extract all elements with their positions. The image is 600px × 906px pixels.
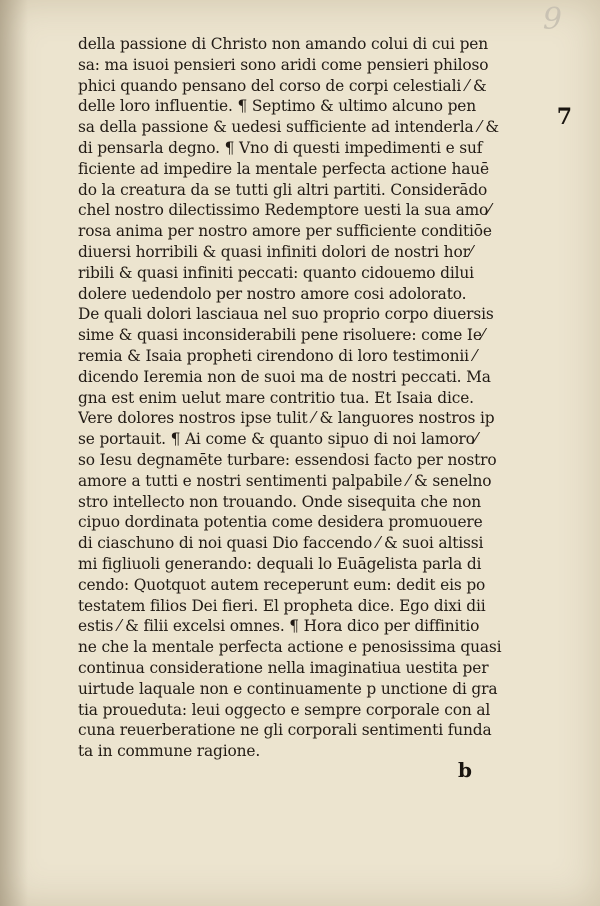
text-line: stro intellecto non trouando. Onde sisequita che non xyxy=(78,492,482,511)
text-line: dolere uedendolo per nostro amore cosi adolorato. xyxy=(78,284,467,303)
text-block xyxy=(78,34,552,762)
text-line: testatem filios Dei fieri. El propheta dice. Ego dixi dii xyxy=(78,596,486,615)
text-line: ta in commune ragione. xyxy=(78,742,261,761)
text-line: della passione di Christo non amando colui di cui pen xyxy=(78,35,488,53)
signature-mark: b xyxy=(458,758,472,782)
text-line: ficiente ad impedire la mentale perfecta actione hauē xyxy=(78,159,490,178)
text-line: di ciaschuno di noi quasi Dio faccendo ⁄ & suoi altissi xyxy=(78,534,484,553)
text-line: chel nostro dilectissimo Redemptore uesti la sua amo⁄ xyxy=(78,201,491,220)
text-line: remia & Isaia propheti cirendono di loro testimonii ⁄ xyxy=(78,346,477,365)
text-line: delle loro influentie. ¶ Septimo & ultimo alcuno pen xyxy=(78,97,477,116)
margin-number: 7 xyxy=(556,104,572,130)
text-line: uirtude laquale non e continuamente p unctione di gra xyxy=(78,679,498,698)
text-line: cendo: Quotquot autem receperunt eum: dedit eis po xyxy=(78,575,486,594)
text-line: do la creatura da se tutti gli altri partiti. Considerādo xyxy=(78,180,488,199)
text-line: amore a tutti e nostri sentimenti palpabile ⁄ & senelno xyxy=(78,471,492,490)
text-line: se portauit. ¶ Ai come & quanto sipuo di noi lamoro⁄ xyxy=(78,430,478,449)
text-line: dicendo Ieremia non de suoi ma de nostri peccati. Ma xyxy=(78,367,491,386)
text-line: sime & quasi inconsiderabili pene risoluere: come Ie⁄ xyxy=(78,326,485,345)
text-line: di pensarla degno. ¶ Vno di questi impedimenti e suf xyxy=(78,138,483,157)
text-line: mi figliuoli generando: dequali lo Euāgelista parla di xyxy=(78,554,482,573)
text-line: ne che la mentale perfecta actione e penosissima quasi xyxy=(78,638,502,657)
text-line: diuersi horribili & quasi infiniti dolori de nostri hor⁄ xyxy=(78,242,473,261)
text-line: estis ⁄ & filii excelsi omnes. ¶ Hora dico per diffinitio xyxy=(78,617,480,636)
text-line: so Iesu degnamēte turbare: essendosi facto per nostro xyxy=(78,450,497,469)
text-line: cuna reuerberatione ne gli corporali sentimenti funda xyxy=(78,721,492,740)
text-line: continua consideratione nella imaginatiua uestita per xyxy=(78,658,489,677)
text-line: sa della passione & uedesi sufficiente ad intenderla ⁄ & xyxy=(78,118,499,137)
text-line: De quali dolori lasciaua nel suo proprio corpo diuersis xyxy=(78,305,494,324)
text-line: phici quando pensano del corso de corpi celestiali ⁄ & xyxy=(78,76,487,95)
text-line: tia proueduta: leui oggecto e sempre corporale con al xyxy=(78,700,491,719)
text-line: cipuo dordinata potentia come desidera promuouere xyxy=(78,513,483,532)
text-line: Vere dolores nostros ipse tulit ⁄ & languores nostros ip xyxy=(78,409,495,428)
folio-number: 9 xyxy=(542,2,562,37)
text-line: rosa anima per nostro amore per sufficiente conditiōe xyxy=(78,222,492,241)
text-line: gna est enim uelut mare contritio tua. Et Isaia dice. xyxy=(78,388,474,407)
text-line: ribili & quasi infiniti peccati: quanto cidouemo dilui xyxy=(78,263,474,282)
text-line: sa: ma isuoi pensieri sono aridi come pensieri philoso xyxy=(78,55,489,74)
